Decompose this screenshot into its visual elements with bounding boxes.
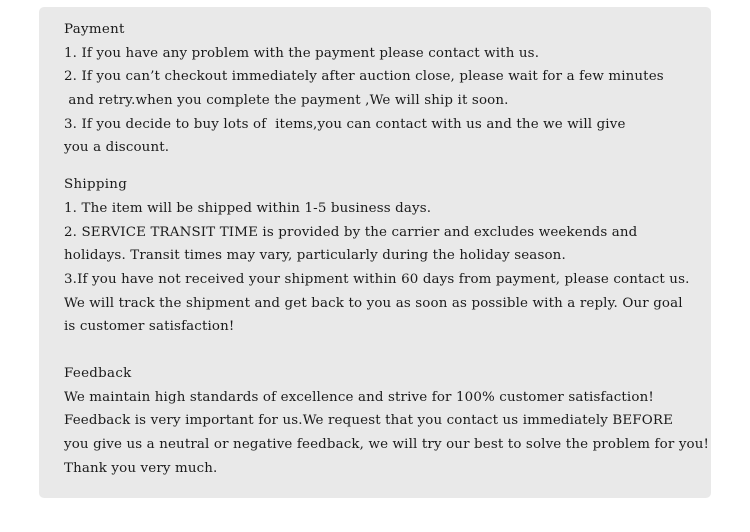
payment-line-1: 1. If you have any problem with the payment please contact with us. — [64, 45, 540, 61]
shipping-line-4: 3.If you have not received your shipment within 60 days from payment, please contact us. — [64, 271, 690, 287]
shipping-line-2: 2. SERVICE TRANSIT TIME is provided by the carrier and excludes weekends and — [64, 224, 638, 240]
payment-line-3: and retry.when you complete the payment ,We will ship it soon. — [64, 93, 509, 109]
payment-section — [64, 18, 704, 160]
shipping-line-5: We will track the shipment and get back to you as soon as possible with a reply. Our goal — [64, 295, 683, 311]
feedback-line-1: We maintain high standards of excellence and strive for 100% customer satisfaction! — [64, 389, 654, 405]
section-spacer — [64, 339, 704, 362]
payment-line-5: you a discount. — [64, 140, 170, 156]
shipping-heading: Shipping — [64, 177, 128, 193]
payment-heading: Payment — [64, 22, 125, 37]
payment-line-4: 3. If you decide to buy lots of items,you can contact with us and the we will give — [64, 116, 626, 132]
shipping-line-6: is customer satisfaction! — [64, 319, 235, 335]
shipping-line-1: 1. The item will be shipped within 1-5 business days. — [64, 200, 432, 216]
feedback-section — [64, 362, 710, 480]
shipping-section — [64, 173, 704, 339]
payment-line-2: 2. If you can’t checkout immediately after auction close, please wait for a few minutes — [64, 69, 664, 85]
section-spacer — [64, 160, 704, 173]
shipping-line-3: holidays. Transit times may vary, particularly during the holiday season. — [64, 248, 566, 264]
feedback-line-4: Thank you very much. — [64, 460, 218, 476]
feedback-heading: Feedback — [64, 365, 132, 381]
policy-content — [64, 18, 710, 480]
feedback-line-3: you give us a neutral or negative feedback, we will try our best to solve the problem for you! — [64, 437, 710, 452]
feedback-line-2: Feedback is very important for us.We request that you contact us immediately BEFORE — [64, 413, 674, 429]
